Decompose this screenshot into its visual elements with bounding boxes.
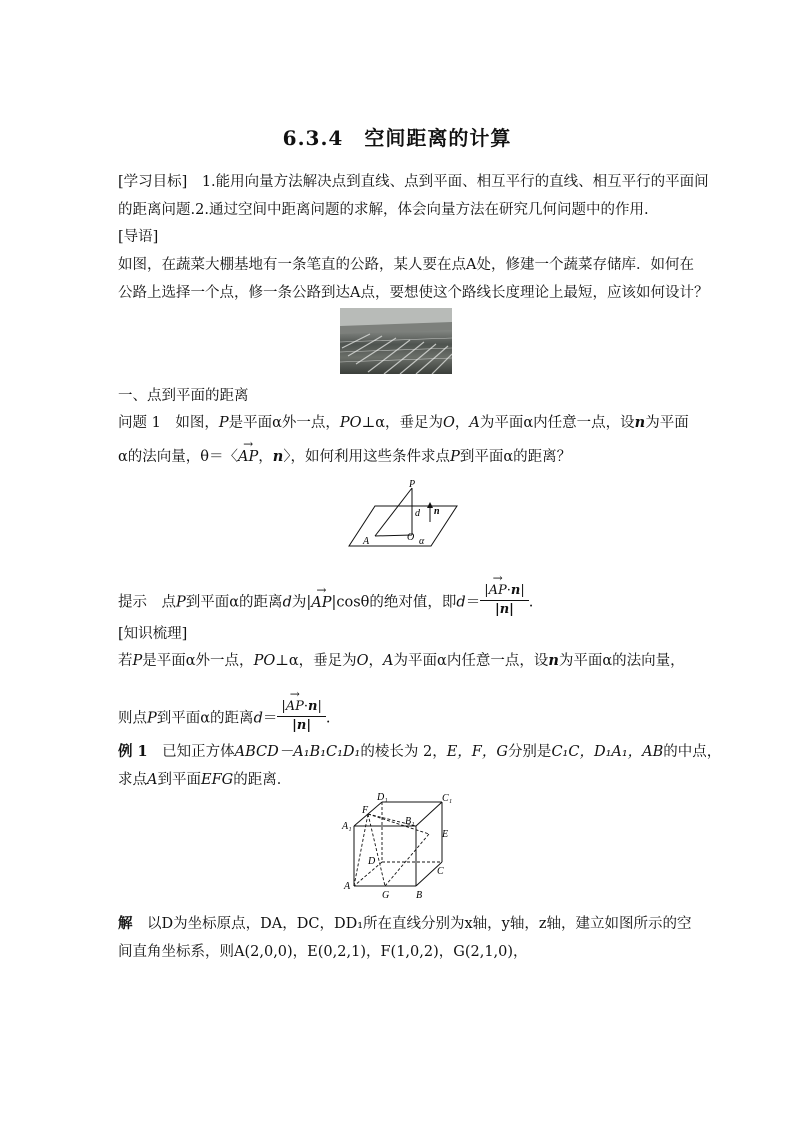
- knowledge-line-1: [118, 651, 683, 671]
- question1-line-1: [118, 413, 689, 433]
- objectives-text-1: 1.能用向量方法解决点到直线、点到平面、相互平行的直线、相互平行的平面间: [187, 174, 709, 190]
- hint-num-n: n: [510, 583, 521, 598]
- fig2-label-g: G: [382, 890, 390, 901]
- k-num-vector: → AP: [286, 698, 304, 716]
- hint-text-a: 点: [147, 594, 176, 611]
- knowledge-fraction-numerator: [277, 698, 326, 717]
- k-text-a: 若: [118, 653, 133, 669]
- hint-fraction-numerator: [480, 582, 529, 601]
- figure-cube: [338, 792, 462, 902]
- hint-text-b: 到平面α的距离: [185, 594, 283, 611]
- q1-text-d: ，: [454, 415, 470, 431]
- k-num-dot: ·: [303, 699, 309, 714]
- hint-var-p: P: [176, 594, 186, 611]
- q1-text-g: α的法向量，θ＝〈: [118, 449, 239, 465]
- q1-text-c: ⊥α，垂足为: [361, 415, 443, 431]
- q1-var-po: PO: [339, 415, 362, 431]
- ex1-var-a: A: [147, 772, 158, 788]
- k-text-d: ，: [368, 653, 384, 669]
- hint-end: .: [528, 594, 534, 611]
- hint-var-d-2: d: [456, 594, 466, 611]
- k-var-n: n: [548, 652, 559, 669]
- q1-text-h: ，: [258, 449, 273, 465]
- fig2-label-a: A: [344, 881, 351, 892]
- knowledge-line-2: [118, 700, 683, 737]
- hint-num-vector: → AP: [489, 582, 507, 600]
- q1-text-i: 〉，如何利用这些条件求点: [283, 449, 451, 465]
- ex1-text-f: 到平面: [157, 772, 201, 788]
- q1-text-b: 是平面α外一点，: [228, 415, 340, 431]
- q1-vector-ap: → AP: [238, 447, 258, 467]
- q1-text-j: 到平面α的距离？: [459, 449, 572, 465]
- k-num-bar-2: |: [317, 699, 322, 714]
- ex1-text-e: 求点: [118, 772, 147, 788]
- fig1-label-a: A: [363, 536, 370, 547]
- question1-label: 问题 1: [118, 415, 161, 431]
- q1-var-n: n: [634, 414, 646, 431]
- fig2-label-d: D: [368, 856, 376, 867]
- fig1-label-o: O: [407, 532, 415, 543]
- fig2-label-d1: D₁: [377, 792, 388, 803]
- q1-var-p-2: P: [450, 449, 460, 465]
- q1-var-n-2: n: [272, 448, 284, 465]
- k-var-d: d: [253, 710, 263, 727]
- k-text-e: 为平面α内任意一点，设: [393, 653, 549, 669]
- fig1-label-alpha: α: [419, 536, 425, 547]
- hint-vector-ap: → AP: [311, 593, 331, 613]
- hint-fraction-denominator: |n|: [494, 602, 514, 617]
- q1-var-o: O: [443, 415, 455, 431]
- example1-label: 例 1: [118, 743, 148, 760]
- ex1-pts: C₁C，D₁A₁，AB: [551, 744, 664, 760]
- k-var-a: A: [383, 653, 394, 669]
- solution-text-1: 以D为坐标原点，DA，DC，DD₁所在直线分别为x轴，y轴，z轴，建立如图所示的空: [132, 916, 692, 932]
- fig2-label-e: E: [442, 829, 449, 840]
- knowledge-label: [知识梳理]: [118, 626, 188, 642]
- section-heading-1: 一、点到平面的距离: [118, 388, 249, 404]
- hint-line: [118, 584, 683, 621]
- objectives-line-1: [118, 172, 709, 192]
- k-var-p-2: P: [147, 710, 157, 727]
- example1-line-1: [118, 742, 722, 762]
- greenhouse-photo: [340, 308, 452, 374]
- k-var-p: P: [132, 653, 143, 669]
- k-text-f: 为平面α的法向量，: [558, 653, 685, 669]
- fig2-label-f: F: [362, 805, 369, 816]
- objectives-label: [学习目标]: [118, 174, 188, 190]
- figure-point-plane: [345, 478, 465, 552]
- hint-num-dot: ·: [506, 583, 511, 598]
- q1-text-e: 为平面α内任意一点，设: [479, 415, 635, 431]
- greenhouse-photo-drawing: [340, 308, 452, 374]
- solution-label: 解: [118, 915, 133, 932]
- k-text-b: 是平面α外一点，: [142, 653, 254, 669]
- solution-line-2: 间直角坐标系，则A(2,0,0)，E(0,2,1)，F(1,0,2)，G(2,1,0)，: [118, 944, 528, 960]
- hint-label: 提示: [118, 594, 147, 611]
- fig1-label-n: n: [434, 506, 440, 517]
- objectives-line-2: 的距离问题.2.通过空间中距离问题的求解，体会向量方法在研究几何问题中的作用.: [118, 202, 649, 218]
- ex1-plane: EFG: [200, 772, 234, 788]
- ex1-efg: E，F，G: [446, 744, 508, 760]
- q1-text-f: 为平面: [645, 415, 689, 431]
- q1-text-a: 如图，: [160, 415, 219, 431]
- k-var-po: PO: [253, 653, 276, 669]
- ex1-text-b: 的棱长为 2，: [360, 744, 447, 760]
- fig2-label-a1: A₁: [342, 821, 352, 832]
- hint-num-bar-2: |: [520, 583, 525, 598]
- k-end: .: [325, 710, 331, 727]
- example1-line-2: [118, 770, 683, 790]
- page-title: 6.3.4 空间距离的计算: [282, 126, 512, 150]
- question1-line-2: [118, 447, 683, 467]
- q1-var-p: P: [218, 415, 229, 431]
- k-text-g: 则点: [118, 710, 147, 727]
- intro-line-2: 公路上选择一个点，修一条公路到达A点，要想使这个路线长度理论上最短，应该如何设计？: [118, 285, 709, 301]
- hint-num-bar: |: [484, 583, 489, 598]
- intro-label: [导语]: [118, 229, 159, 245]
- ex1-text-d: 的中点，: [663, 744, 722, 760]
- hint-text-c: 为|: [291, 594, 312, 611]
- ex1-text-a: 已知正方体: [147, 744, 235, 760]
- hint-fraction: [480, 582, 529, 619]
- k-num-n: n: [308, 699, 318, 714]
- fig2-label-b1: B₁: [405, 816, 415, 827]
- fig1-label-d: d: [415, 508, 420, 519]
- knowledge-fraction: [277, 698, 326, 735]
- fig1-label-p: P: [409, 479, 416, 490]
- ex1-text-c: 分别是: [507, 744, 552, 760]
- intro-line-1: 如图，在蔬菜大棚基地有一条笔直的公路，某人要在点A处，修建一个蔬菜存储库．如何在: [118, 257, 694, 273]
- ex1-text-g: 的距离．: [233, 772, 292, 788]
- fig2-label-c1: C₁: [442, 793, 453, 804]
- q1-var-a: A: [469, 415, 480, 431]
- hint-text-d: |cosθ的绝对值，即: [331, 594, 457, 611]
- ex1-cube: ABCD－A₁B₁C₁D₁: [234, 744, 361, 760]
- k-var-o: O: [356, 653, 369, 669]
- solution-line-1: [118, 914, 692, 934]
- hint-eq: ＝: [465, 594, 481, 611]
- knowledge-fraction-denominator: |n|: [292, 718, 312, 733]
- k-eq: ＝: [262, 710, 278, 727]
- fig2-label-b: B: [416, 890, 423, 901]
- k-text-h: 到平面α的距离: [156, 710, 254, 727]
- k-num-bar: |: [281, 699, 286, 714]
- hint-var-d: d: [282, 594, 292, 611]
- fig2-label-c: C: [437, 866, 444, 877]
- k-text-c: ⊥α，垂足为: [275, 653, 357, 669]
